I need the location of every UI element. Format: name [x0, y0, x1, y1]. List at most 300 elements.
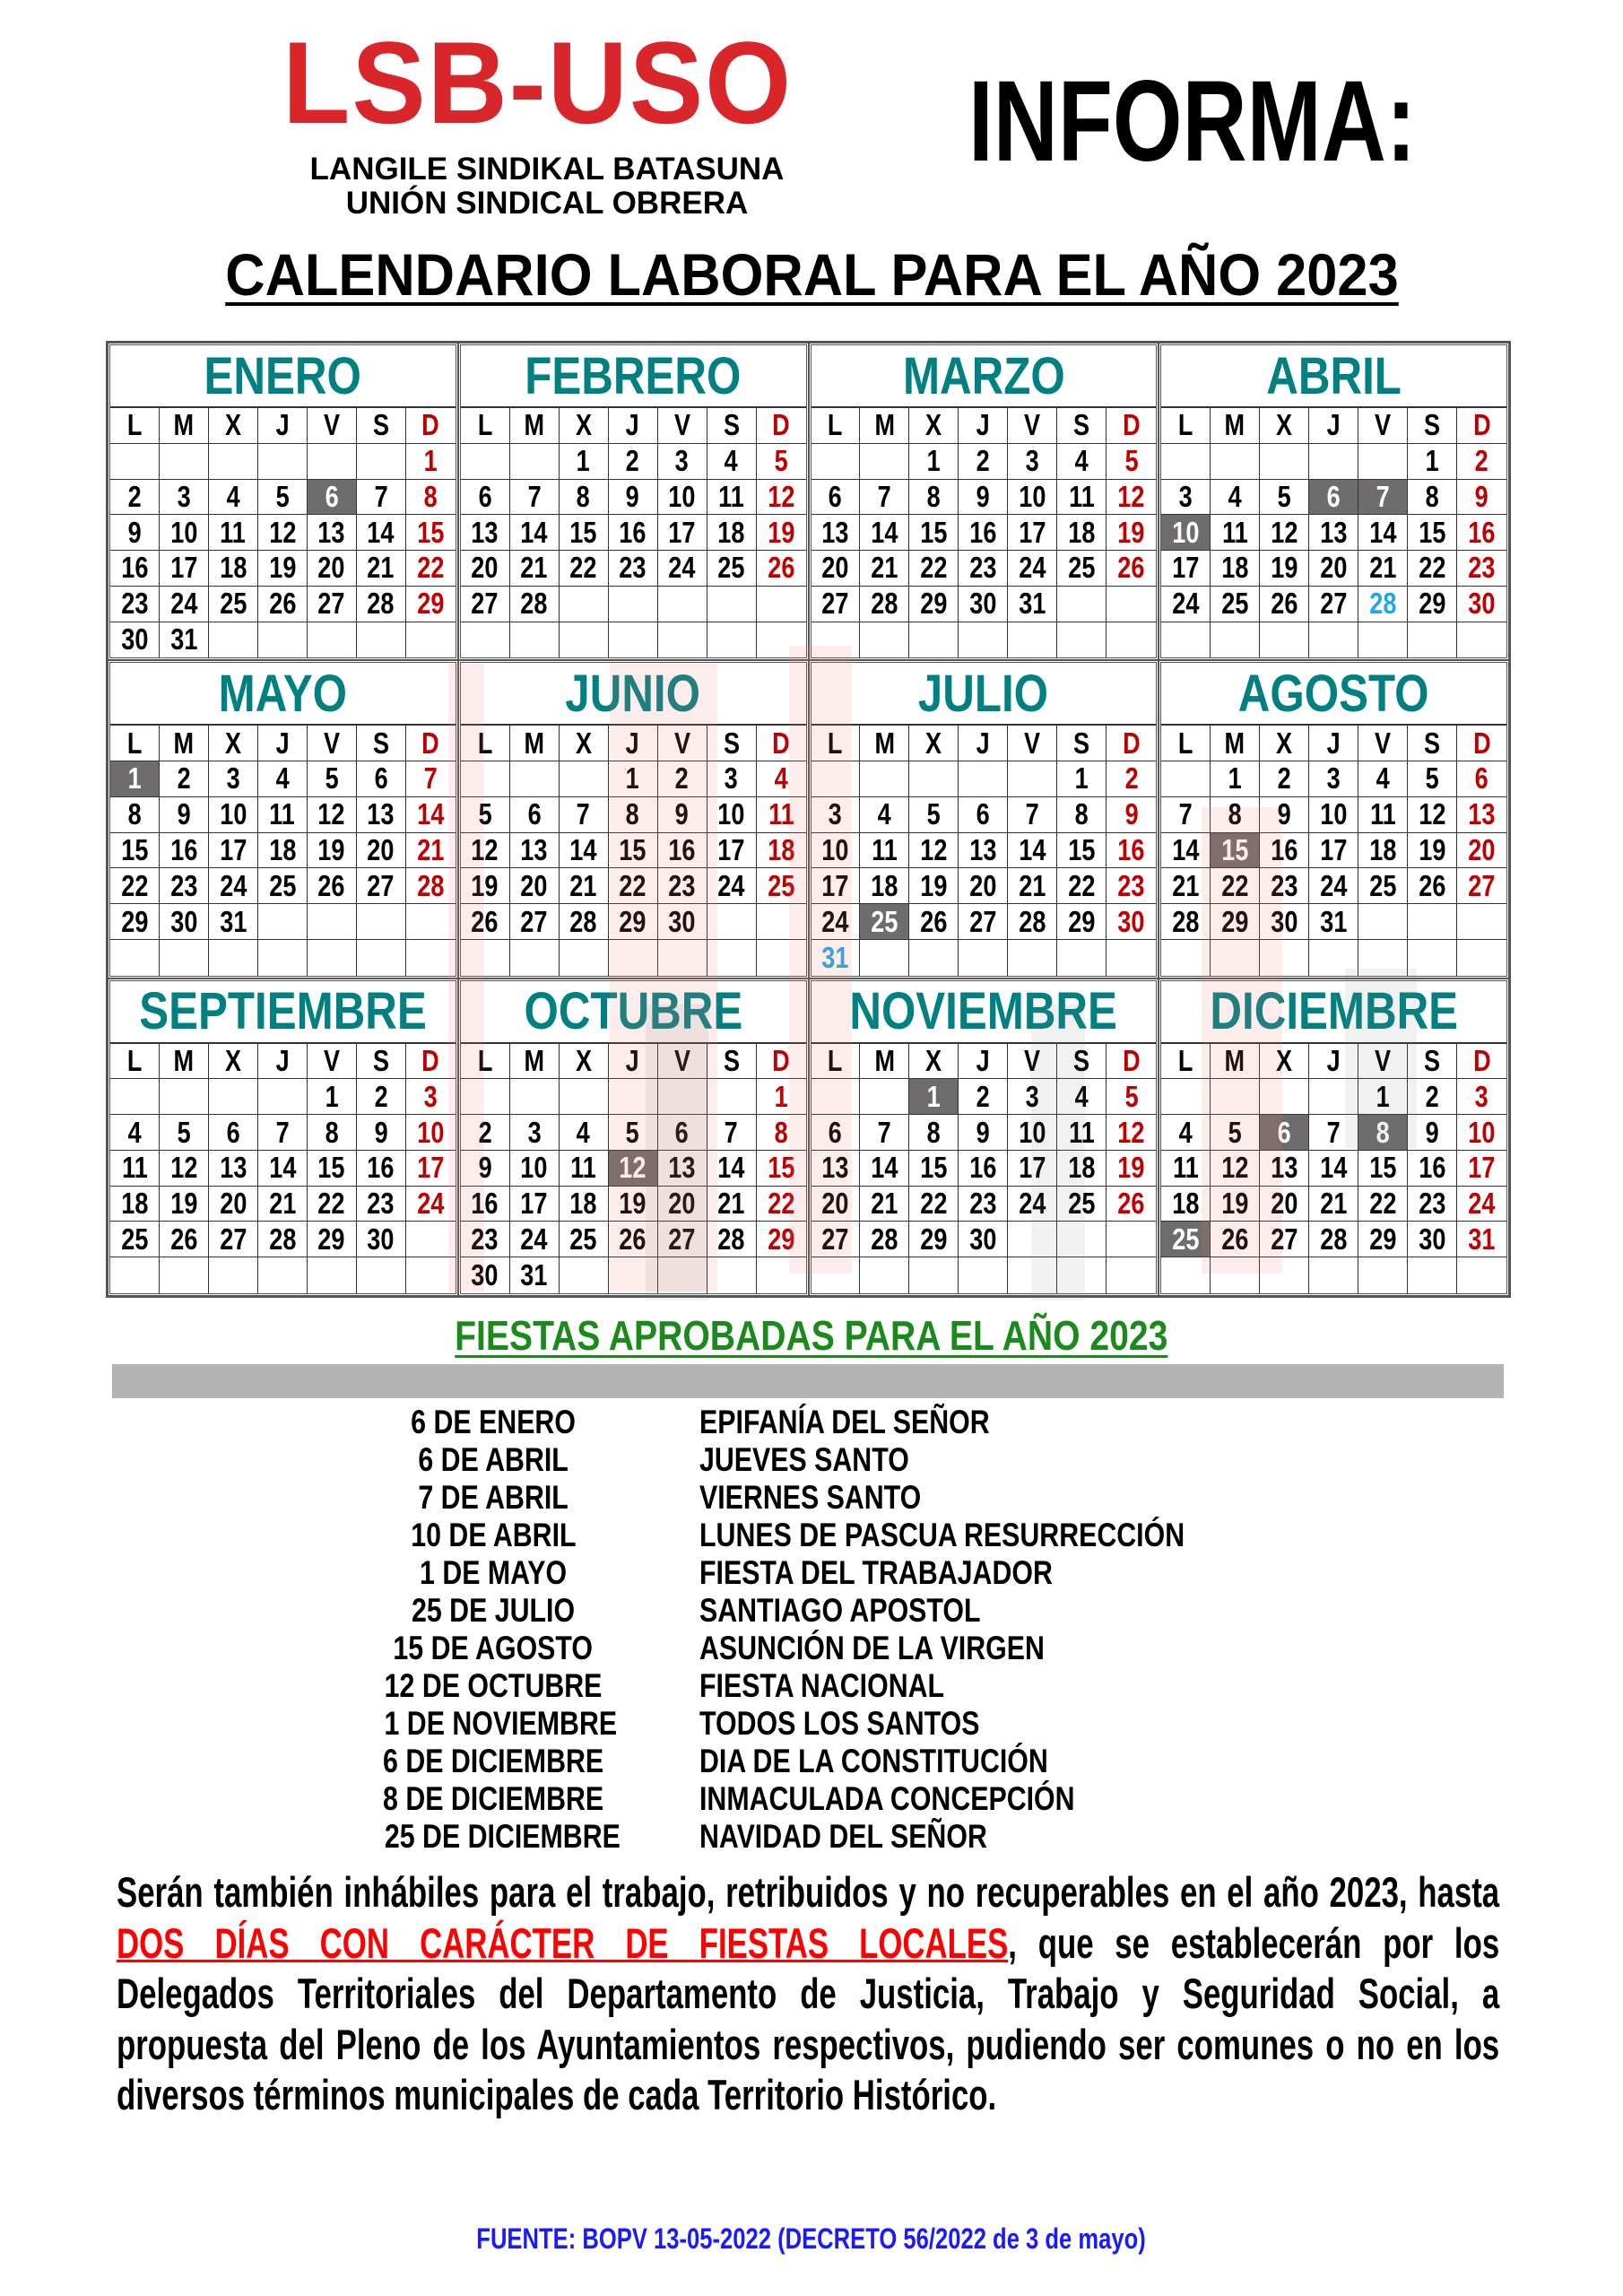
weekday-header: [1260, 726, 1309, 761]
day-number: 19: [1418, 832, 1446, 866]
watermark-shape: [1345, 969, 1417, 1148]
day-cell: [1408, 587, 1457, 622]
day-number: 17: [1019, 515, 1046, 549]
day-number: 15: [1068, 832, 1096, 866]
fiesta-name: [699, 1479, 970, 1517]
day-number: 12: [767, 479, 795, 513]
day-number: 27: [1468, 868, 1496, 902]
day-cell: [1211, 587, 1260, 622]
day-number: 19: [1221, 1187, 1249, 1221]
day-number: 2: [1425, 1079, 1439, 1113]
holiday-day-cell: [1358, 480, 1408, 516]
fiesta-name: [699, 1517, 1291, 1554]
day-cell: [1008, 904, 1057, 940]
empty-day-cell: [707, 587, 757, 622]
day-number: 26: [268, 587, 296, 621]
day-number: 15: [120, 832, 149, 866]
day-number: 18: [1221, 551, 1249, 585]
empty-day-cell: [1107, 1257, 1156, 1293]
fiestas-list: [383, 1404, 1305, 1856]
empty-day-cell: [1309, 622, 1358, 658]
day-number: 5: [926, 797, 941, 831]
weekday-header: [1107, 408, 1156, 444]
day-number: 17: [668, 515, 696, 549]
day-number: 29: [920, 1222, 948, 1256]
weekday-header: [812, 408, 861, 444]
day-number: 23: [1117, 868, 1145, 902]
fiesta-name-text: NAVIDAD DEL SEÑOR: [699, 1818, 987, 1855]
day-number: 10: [1019, 1115, 1046, 1149]
empty-day-cell: [560, 587, 609, 622]
day-number: 24: [821, 904, 849, 938]
day-cell: [258, 480, 308, 516]
day-number: 15: [1221, 832, 1249, 866]
day-number: 24: [520, 1222, 548, 1256]
day-number: 30: [367, 1222, 395, 1256]
weekday-label: M: [173, 726, 195, 760]
day-cell: [1260, 551, 1309, 587]
empty-day-cell: [1057, 622, 1107, 658]
day-number: 17: [1019, 1151, 1046, 1185]
day-number: 11: [570, 1151, 596, 1185]
day-number: 6: [828, 479, 843, 513]
month-name-text: JULIO: [918, 664, 1049, 723]
day-cell: [860, 1115, 909, 1151]
month-name: [110, 345, 456, 408]
day-number: 4: [1228, 479, 1242, 513]
weekday-label: X: [1276, 1044, 1293, 1078]
day-cell: [609, 551, 658, 587]
day-number: 29: [619, 904, 647, 938]
day-number: 6: [374, 761, 388, 796]
weekday-label: D: [421, 1044, 440, 1078]
empty-day-cell: [860, 1079, 909, 1115]
day-number: 21: [1019, 868, 1046, 902]
day-cell: [1309, 515, 1358, 551]
day-number: 7: [527, 479, 542, 513]
day-number: 3: [1326, 761, 1341, 796]
day-number: 27: [668, 1222, 696, 1256]
day-number: 27: [821, 1222, 849, 1256]
day-cell: [1057, 868, 1107, 904]
day-number: 15: [920, 515, 948, 549]
day-cell: [209, 761, 258, 797]
weekday-header: [860, 726, 909, 761]
fiesta-date: [359, 1554, 628, 1592]
day-cell: [1008, 480, 1057, 516]
day-number: 26: [619, 1222, 647, 1256]
day-number: 22: [920, 1187, 948, 1221]
empty-day-cell: [909, 1257, 959, 1293]
day-cell: [160, 480, 209, 516]
day-cell: [209, 904, 258, 940]
empty-day-cell: [560, 940, 609, 976]
weekday-header: [209, 408, 258, 444]
empty-day-cell: [160, 1257, 209, 1293]
weekday-label: V: [323, 1044, 340, 1078]
fiesta-date: [359, 1780, 628, 1818]
weekday-label: M: [1224, 1044, 1245, 1078]
empty-day-cell: [860, 1257, 909, 1293]
day-number: 18: [767, 832, 795, 866]
day-number: 6: [1277, 1115, 1291, 1149]
weekday-label: M: [874, 1044, 895, 1078]
empty-day-cell: [860, 622, 909, 658]
empty-day-cell: [609, 622, 658, 658]
weekday-header: [357, 408, 406, 444]
empty-day-cell: [1211, 622, 1260, 658]
empty-day-cell: [1211, 444, 1260, 480]
weekday-label: L: [126, 1044, 143, 1078]
day-cell: [1457, 480, 1506, 516]
day-cell: [308, 1151, 357, 1187]
fiesta-name-text: TODOS LOS SANTOS: [699, 1705, 980, 1742]
day-number: 16: [969, 1151, 997, 1185]
empty-day-cell: [1408, 904, 1457, 940]
day-number: 20: [367, 832, 395, 866]
day-number: 28: [569, 904, 597, 938]
weekday-header: [1260, 408, 1309, 444]
day-number: 7: [877, 1115, 891, 1149]
day-number: 8: [1074, 797, 1089, 831]
day-cell: [258, 1187, 308, 1222]
day-cell: [860, 868, 909, 904]
day-number: 1: [1228, 761, 1242, 796]
day-cell: [160, 551, 209, 587]
day-cell: [209, 551, 258, 587]
day-cell: [860, 515, 909, 551]
weekday-label: X: [224, 408, 241, 442]
day-number: 3: [177, 479, 191, 513]
day-number: 15: [1418, 515, 1446, 549]
empty-day-cell: [959, 1257, 1008, 1293]
day-number: 25: [1068, 551, 1096, 585]
day-cell: [160, 1151, 209, 1187]
day-number: 24: [417, 1187, 445, 1221]
weekday-label: J: [976, 408, 990, 442]
day-number: 16: [169, 832, 197, 866]
day-number: 19: [619, 1187, 647, 1221]
weekday-header: [110, 726, 160, 761]
day-number: 8: [774, 1115, 788, 1149]
logo-wordmark: LSB-USO: [282, 18, 794, 148]
fiesta-row: [408, 1554, 1305, 1592]
day-number: 9: [675, 797, 690, 831]
day-number: 20: [821, 551, 849, 585]
day-number: 15: [619, 832, 647, 866]
day-number: 25: [120, 1222, 149, 1256]
day-cell: [510, 1115, 560, 1151]
fiesta-date: [359, 1404, 628, 1441]
weekday-label: V: [1375, 408, 1392, 442]
weekday-label: V: [673, 726, 690, 760]
day-number: 12: [268, 515, 296, 549]
weekday-header: [1008, 408, 1057, 444]
weekday-label: V: [323, 408, 340, 442]
day-number: 20: [1320, 551, 1348, 585]
day-cell: [209, 515, 258, 551]
fiesta-date-text: 1 DE NOVIEMBRE: [384, 1705, 618, 1742]
weekday-header: [560, 408, 609, 444]
day-number: 19: [920, 868, 948, 902]
empty-day-cell: [357, 940, 406, 976]
day-cell: [209, 1187, 258, 1222]
weekday-header: [1408, 408, 1457, 444]
weekday-label: J: [626, 1044, 640, 1078]
day-cell: [510, 480, 560, 516]
empty-day-cell: [1457, 904, 1506, 940]
day-number: 1: [423, 444, 438, 478]
day-number: 10: [1468, 1115, 1496, 1149]
weekday-header: [1057, 726, 1107, 761]
day-cell: [707, 480, 757, 516]
empty-day-cell: [757, 587, 806, 622]
day-cell: [258, 868, 308, 904]
empty-day-cell: [258, 1257, 308, 1293]
day-number: 20: [1271, 1187, 1298, 1221]
day-number: 4: [1074, 1079, 1089, 1113]
day-number: 9: [976, 479, 990, 513]
month-name-text: AGOSTO: [1238, 664, 1429, 723]
day-number: 30: [1117, 904, 1145, 938]
day-number: 14: [1320, 1151, 1348, 1185]
fiestas-title: [0, 1311, 1623, 1360]
day-cell: [860, 1187, 909, 1222]
month-name: [110, 981, 456, 1044]
holiday-day-cell: [110, 761, 160, 797]
empty-day-cell: [707, 622, 757, 658]
day-cell: [1408, 833, 1457, 869]
day-cell: [1408, 551, 1457, 587]
day-number: 21: [417, 832, 445, 866]
weekday-label: L: [1177, 726, 1193, 760]
day-number: 30: [1468, 587, 1496, 621]
fiesta-date: [359, 1592, 628, 1630]
day-number: 29: [120, 904, 149, 938]
day-cell: [209, 480, 258, 516]
day-cell: [1408, 868, 1457, 904]
day-cell: [357, 480, 406, 516]
day-number: 18: [569, 1187, 597, 1221]
weekday-label: M: [524, 1044, 544, 1078]
day-cell: [1008, 587, 1057, 622]
holiday-day-cell: [308, 480, 357, 516]
weekday-header: [209, 1044, 258, 1080]
empty-day-cell: [258, 904, 308, 940]
empty-day-cell: [510, 761, 560, 797]
day-cell: [110, 622, 160, 658]
day-number: 5: [774, 444, 788, 478]
day-number: 5: [1277, 479, 1291, 513]
day-number: 28: [268, 1222, 296, 1256]
day-number: 6: [325, 479, 339, 513]
day-number: 12: [1117, 479, 1145, 513]
day-number: 11: [1068, 1115, 1095, 1149]
day-number: 4: [275, 761, 290, 796]
day-cell: [1107, 868, 1156, 904]
day-number: 10: [1320, 797, 1348, 831]
day-number: 27: [520, 904, 548, 938]
day-number: 1: [1074, 761, 1089, 796]
fiesta-date-text: 7 DE ABRIL: [418, 1479, 568, 1516]
day-cell: [757, 444, 806, 480]
weekday-label: J: [626, 408, 640, 442]
fiesta-name-text: INMACULADA CONCEPCIÓN: [699, 1780, 1075, 1817]
day-cell: [510, 1187, 560, 1222]
day-cell: [1161, 480, 1211, 516]
weekday-label: M: [524, 726, 544, 760]
day-number: 23: [120, 587, 149, 621]
day-cell: [1358, 868, 1408, 904]
day-number: 11: [1172, 1151, 1199, 1185]
day-number: 9: [626, 479, 640, 513]
empty-day-cell: [1358, 622, 1408, 658]
divider-bar: [112, 1364, 1504, 1398]
day-number: 22: [317, 1187, 345, 1221]
day-cell: [1358, 551, 1408, 587]
empty-day-cell: [1057, 587, 1107, 622]
month-name-text: FEBRERO: [525, 346, 742, 405]
empty-day-cell: [1408, 622, 1457, 658]
day-number: 1: [626, 761, 640, 796]
day-cell: [209, 1115, 258, 1151]
weekday-header: [406, 408, 456, 444]
watermark-shape: [1202, 807, 1282, 1274]
day-number: 9: [127, 515, 142, 549]
month-name-text: MARZO: [902, 346, 1065, 405]
day-cell: [959, 444, 1008, 480]
day-number: 9: [374, 1115, 388, 1149]
day-cell: [110, 515, 160, 551]
day-number: 25: [871, 904, 898, 938]
weekday-label: V: [673, 1044, 690, 1078]
day-cell: [1457, 1187, 1506, 1222]
weekday-label: L: [477, 1044, 492, 1078]
day-number: 10: [219, 797, 247, 831]
day-cell: [1457, 444, 1506, 480]
day-number: 9: [177, 797, 191, 831]
empty-day-cell: [658, 622, 707, 658]
day-number: 2: [675, 761, 690, 796]
day-number: 3: [828, 797, 843, 831]
day-number: 3: [423, 1079, 438, 1113]
weekday-label: J: [275, 408, 290, 442]
day-cell: [308, 1222, 357, 1257]
weekday-header: [110, 408, 160, 444]
day-number: 7: [275, 1115, 290, 1149]
weekday-label: M: [1224, 408, 1245, 442]
weekday-label: X: [925, 1044, 942, 1078]
day-cell: [909, 515, 959, 551]
day-number: 18: [219, 551, 247, 585]
day-cell: [357, 1115, 406, 1151]
day-number: 5: [1124, 1079, 1139, 1113]
day-cell: [909, 833, 959, 869]
day-cell: [1457, 761, 1506, 797]
day-number: 9: [1124, 797, 1139, 831]
day-number: 2: [127, 479, 142, 513]
day-cell: [110, 1115, 160, 1151]
empty-day-cell: [258, 940, 308, 976]
day-cell: [160, 587, 209, 622]
day-cell: [560, 551, 609, 587]
day-number: 16: [367, 1151, 395, 1185]
fiesta-name-text: ASUNCIÓN DE LA VIRGEN: [699, 1630, 1045, 1666]
day-number: 6: [527, 797, 542, 831]
day-number: 4: [127, 1115, 142, 1149]
day-number: 12: [1221, 1151, 1249, 1185]
day-cell: [860, 551, 909, 587]
day-number: 23: [619, 551, 647, 585]
fiesta-name-text: SANTIAGO APOSTOL: [699, 1592, 981, 1629]
day-number: 17: [219, 832, 247, 866]
day-number: 14: [871, 1151, 898, 1185]
day-cell: [1260, 480, 1309, 516]
day-cell: [110, 587, 160, 622]
fiesta-date-text: 6 DE ABRIL: [418, 1441, 568, 1478]
day-cell: [1457, 587, 1506, 622]
day-cell: [258, 797, 308, 833]
day-number: 8: [577, 479, 591, 513]
fiesta-date: [359, 1517, 628, 1554]
day-cell: [1457, 551, 1506, 587]
day-number: 21: [520, 551, 548, 585]
weekday-header: [860, 408, 909, 444]
fiesta-name-text: EPIFANÍA DEL SEÑOR: [699, 1404, 990, 1440]
day-cell: [1358, 797, 1408, 833]
day-number: 21: [1369, 551, 1397, 585]
day-number: 24: [1320, 868, 1348, 902]
day-number: 18: [871, 868, 898, 902]
day-cell: [308, 1187, 357, 1222]
day-number: 9: [1474, 479, 1489, 513]
weekday-label: J: [976, 1044, 990, 1078]
fiesta-name: [699, 1818, 1050, 1856]
empty-day-cell: [308, 904, 357, 940]
day-number: 3: [226, 761, 240, 796]
weekday-header: [160, 408, 209, 444]
day-cell: [406, 551, 456, 587]
day-cell: [1408, 761, 1457, 797]
fiesta-row: [384, 1667, 1305, 1705]
day-number: 8: [1376, 1115, 1390, 1149]
day-number: 14: [717, 1151, 745, 1185]
weekday-header: [258, 408, 308, 444]
day-cell: [909, 551, 959, 587]
day-cell: [757, 515, 806, 551]
day-number: 23: [969, 551, 997, 585]
day-cell: [1457, 1151, 1506, 1187]
day-number: 3: [1178, 479, 1193, 513]
day-number: 2: [1474, 444, 1489, 478]
day-number: 5: [1425, 761, 1439, 796]
day-number: 1: [1376, 1079, 1390, 1113]
fiestas-title-text: FIESTAS APROBADAS PARA EL AÑO 2023: [455, 1312, 1168, 1359]
day-number: 13: [1271, 1151, 1298, 1185]
day-cell: [308, 551, 357, 587]
day-cell: [1309, 587, 1358, 622]
weekday-header: [1161, 726, 1211, 761]
weekday-label: S: [372, 726, 389, 760]
day-cell: [1260, 587, 1309, 622]
day-number: 7: [1025, 797, 1039, 831]
weekday-label: V: [1375, 1044, 1392, 1078]
day-number: 28: [1172, 904, 1200, 938]
day-cell: [1457, 833, 1506, 869]
day-cell: [909, 444, 959, 480]
empty-day-cell: [1107, 940, 1156, 976]
day-cell: [308, 1115, 357, 1151]
